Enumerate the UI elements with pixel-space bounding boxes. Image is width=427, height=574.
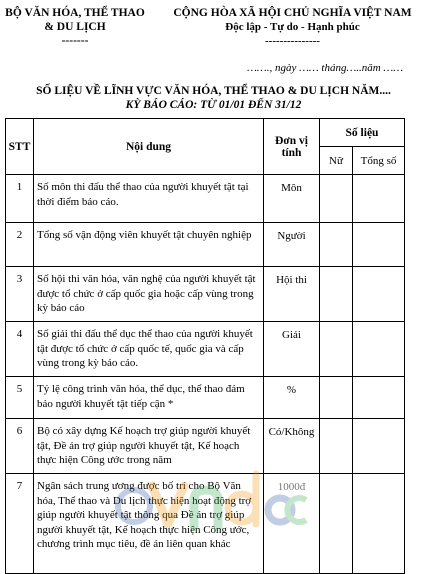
row-total [353, 223, 405, 267]
watermark-n-shape [194, 490, 218, 526]
row-female [320, 419, 353, 474]
report-title: SỐ LIỆU VỀ LĨNH VỰC VĂN HÓA, THỂ THAO & DU LỊCH NĂM.... [36, 85, 391, 97]
ministry-rule: ------- [61, 35, 89, 47]
row-stt: 5 [6, 377, 34, 419]
row-total [353, 419, 405, 474]
row-content: Ngân sách trung ương được bố trí cho Bộ Văn hóa, Thể thao và Du lịch thực hiện hoạt động trợ giúp người khuyết tật thông qua Đề án trợ giúp người khuyết tật, Kế hoạch thực hiện Công ước, chương trình mục tiêu, đề án liên quan khác [34, 474, 264, 574]
row-content: Số hội thi văn hóa, văn nghệ của người khuyết tật được tổ chức ở cấp quốc gia hoặc cấp vùng trong kỳ báo cáo [34, 267, 264, 322]
watermark-v-shape [152, 486, 184, 524]
country-name: CỘNG HÒA XÃ HỘI CHỦ NGHĨA VIỆT NAM [173, 7, 412, 19]
table-row [6, 377, 405, 419]
row-total [353, 175, 405, 223]
row-content: Số giải thi đấu thể dục thể thao của người khuyết tật được tổ chức ở cấp quốc tế, quốc gia và cấp vùng trong kỳ báo cáo. [34, 322, 264, 377]
national-header [158, 6, 427, 48]
row-female [320, 322, 353, 377]
header-unit: Đơn vị tính [264, 119, 320, 175]
header-female: Nữ [320, 147, 353, 175]
row-content: Bộ có xây dựng Kế hoạch trợ giúp người khuyết tật, Đề án trợ giúp người khuyết tật, Kế hoạch thực hiện Công ước trong năm [34, 419, 264, 474]
row-total [353, 474, 405, 574]
row-unit: Môn [264, 175, 320, 223]
row-unit: Hội thi [264, 267, 320, 322]
watermark-d-bowl [228, 494, 256, 522]
row-content: Số môn thi đấu thể thao của người khuyết tật tại thời điểm báo cáo. [34, 175, 264, 223]
row-unit: 1000đ [264, 474, 320, 574]
row-stt: 2 [6, 223, 34, 267]
report-period: KỲ BÁO CÁO: TỪ 01/01 ĐẾN 31/12 [125, 99, 302, 111]
row-unit: Có/Không [264, 419, 320, 474]
row-content: Tỷ lệ công trình văn hóa, thể dục, thể thao đảm bảo người khuyết tật tiếp cận * [34, 377, 264, 419]
row-content: Tổng số vận động viên khuyết tật chuyên nghiệp [34, 223, 264, 267]
header-stt: STT [6, 119, 34, 175]
row-stt: 7 [6, 474, 34, 574]
table-row [6, 322, 405, 377]
row-stt: 1 [6, 175, 34, 223]
row-total [353, 267, 405, 322]
watermark-ring-icon [118, 490, 150, 522]
row-female [320, 223, 353, 267]
table-row [6, 175, 405, 223]
row-stt: 3 [6, 267, 34, 322]
row-female [320, 175, 353, 223]
table-row [6, 267, 405, 322]
header-data-group: Số liệu [320, 119, 405, 147]
ministry-name-line1: BỘ VĂN HÓA, THỂ THAO [5, 7, 145, 19]
national-motto: Độc lập - Tự do - Hạnh phúc [225, 21, 360, 33]
watermark-c-shape [287, 498, 306, 522]
ministry-name-line2: & DU LỊCH [44, 21, 106, 33]
table-row [6, 223, 405, 267]
header-content: Nội dung [34, 119, 264, 175]
row-female [320, 267, 353, 322]
vndoc-watermark-logo [112, 466, 308, 536]
motto-rule: --------------- [265, 35, 320, 47]
row-total [353, 377, 405, 419]
row-unit: Giải [264, 322, 320, 377]
ministry-header [0, 6, 150, 48]
row-female [320, 474, 353, 574]
date-line: ……., ngày …… tháng…..năm …… [247, 62, 403, 74]
row-unit: Người [264, 223, 320, 267]
header-total: Tổng số [353, 147, 405, 175]
row-female [320, 377, 353, 419]
row-total [353, 322, 405, 377]
row-unit: % [264, 377, 320, 419]
row-stt: 6 [6, 419, 34, 474]
row-stt: 4 [6, 322, 34, 377]
